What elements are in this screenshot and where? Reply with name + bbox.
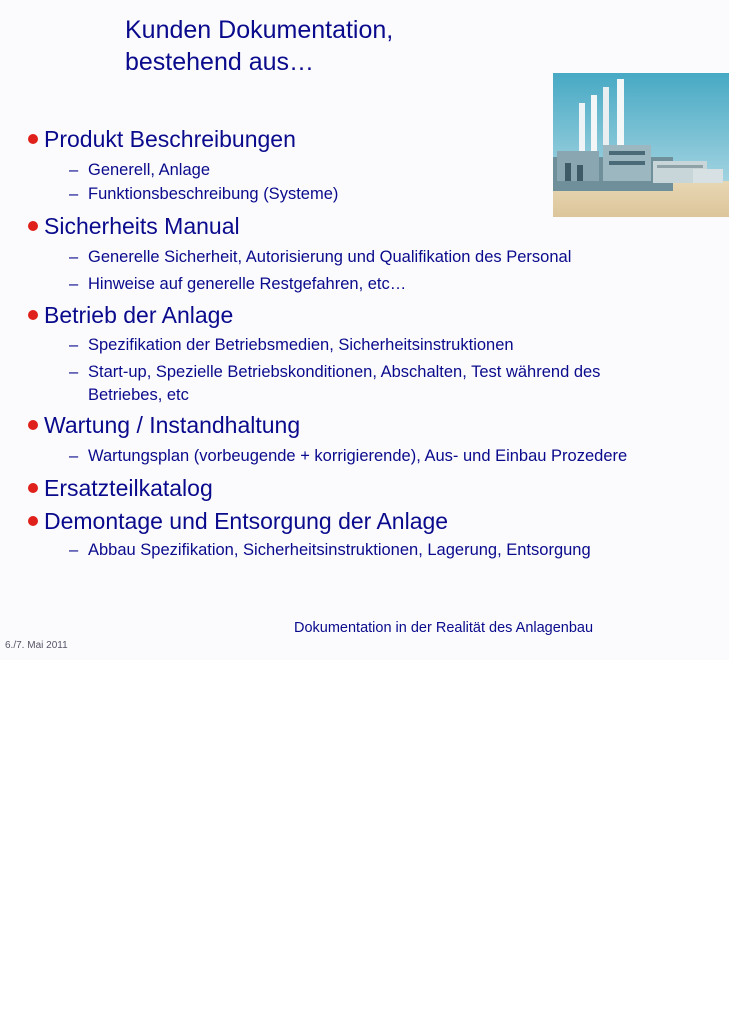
sub-item	[69, 247, 571, 267]
dash-marker: –	[69, 541, 79, 559]
bullet-dot-icon	[28, 221, 38, 231]
slide-title	[125, 14, 393, 78]
sub-item-text: Hinweise auf generelle Restgefahren, etc…	[88, 275, 407, 293]
bullet-heading: Wartung / Instandhaltung	[44, 412, 301, 438]
bullet-dot-icon	[28, 483, 38, 493]
sub-item-continuation	[69, 385, 189, 405]
bullet-heading: Ersatzteilkatalog	[44, 475, 213, 501]
bullet-betrieb-der-anlage	[28, 301, 233, 329]
sub-item-text: Wartungsplan (vorbeugende + korrigierende), Aus- und Einbau Prozedere	[88, 447, 628, 465]
title-line-2: bestehend aus…	[125, 48, 315, 76]
dash-marker: –	[69, 161, 79, 179]
dash-marker: –	[69, 275, 79, 293]
sub-item	[69, 160, 210, 180]
sub-item	[69, 335, 514, 355]
bullet-dot-icon	[28, 134, 38, 144]
sub-item-text: Funktionsbeschreibung (Systeme)	[88, 185, 339, 203]
sub-item	[69, 184, 338, 204]
slide-date: 6./7. Mai 2011	[5, 640, 68, 651]
dash-marker: –	[69, 248, 79, 266]
sub-item-text: Generelle Sicherheit, Autorisierung und Qualifikation des Personal	[88, 248, 572, 266]
sub-item	[69, 274, 406, 294]
bullet-dot-icon	[28, 420, 38, 430]
bullet-heading: Betrieb der Anlage	[44, 302, 234, 328]
slide-footer: Dokumentation in der Realität des Anlagenbau	[294, 620, 594, 636]
sub-item-text: Start-up, Spezielle Betriebskonditionen, Abschalten, Test während des	[88, 363, 601, 381]
sub-item	[69, 540, 591, 560]
industrial-plant-photo	[553, 73, 729, 217]
title-line-1: Kunden Dokumentation,	[125, 16, 394, 44]
sub-item	[69, 362, 600, 382]
bullet-produkt-beschreibungen	[28, 125, 296, 153]
bullet-heading: Sicherheits Manual	[44, 213, 240, 239]
dash-marker: –	[69, 363, 79, 381]
sub-item-text: Spezifikation der Betriebsmedien, Sicherheitsinstruktionen	[88, 336, 514, 354]
sub-item	[69, 446, 627, 466]
bullet-wartung-instandhaltung	[28, 411, 300, 439]
bullet-heading: Produkt Beschreibungen	[44, 126, 296, 152]
sub-item-text: Abbau Spezifikation, Sicherheitsinstruktionen, Lagerung, Entsorgung	[88, 541, 591, 559]
dash-marker: –	[69, 447, 79, 465]
sub-item-text: Generell, Anlage	[88, 161, 211, 179]
bullet-dot-icon	[28, 516, 38, 526]
bullet-sicherheits-manual	[28, 212, 240, 240]
dash-marker: –	[69, 185, 79, 203]
bullet-ersatzteilkatalog	[28, 474, 213, 502]
bullet-demontage-entsorgung	[28, 507, 448, 535]
bullet-heading: Demontage und Entsorgung der Anlage	[44, 508, 449, 534]
bullet-dot-icon	[28, 310, 38, 320]
sub-item-text: Betriebes, etc	[88, 386, 189, 404]
dash-marker: –	[69, 336, 79, 354]
